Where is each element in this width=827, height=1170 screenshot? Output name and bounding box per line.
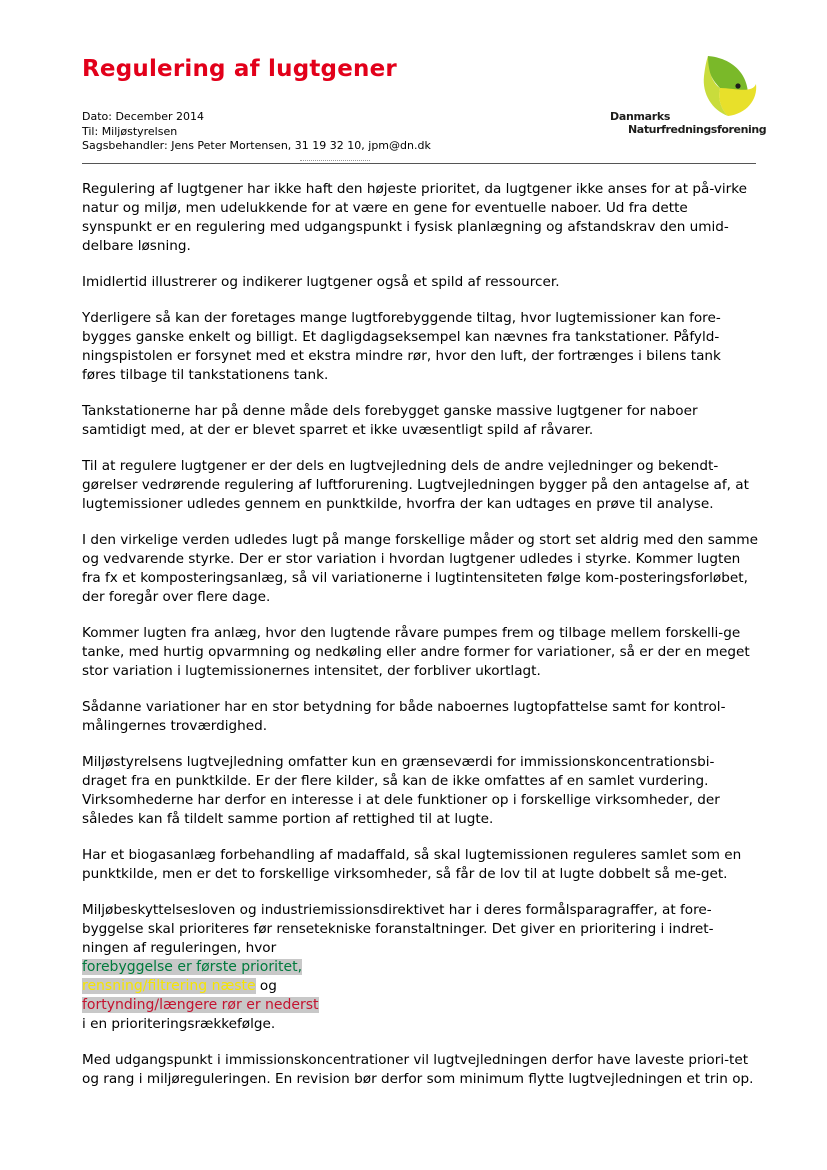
paragraph-9: Miljøstyrelsens lugtvejledning omfatter kun en grænseværdi for immissionskoncentrationsbi-draget fra en punktkilde. Er der flere kilder, så kan de ikke omfattes af en samlet vurdering. Virksomhederne har derfor en interesse i at dele funktioner op i forskellige virksomheder, der således kan få tildelt samme portion af rettighed til at lugte. — [82, 754, 720, 827]
paragraph-8: Sådanne variationer har en stor betydning for både naboernes lugtopfattelse samt for kontrol-målingernes troværdighed. — [82, 699, 726, 734]
paragraph-7: Kommer lugten fra anlæg, hvor den lugtende råvare pumpes frem og tilbage mellem forskelli-ge tanke, med hurtig opvarmning og nedkøling eller andre former for variationer, så er der en meget stor variation i lugtemissionernes intensitet, der forbliver ukortlagt. — [82, 625, 750, 679]
logo-line-1: Danmarks — [610, 110, 671, 123]
paragraph-2: Imidlertid illustrerer og indikerer lugtgener også et spild af ressourcer. — [82, 274, 560, 290]
meta-date: Dato: December 2014 — [82, 110, 204, 123]
paragraph-1: Regulering af lugtgener har ikke haft den højeste prioritet, da lugtgener ikke anses for at på-virke natur og miljø, men udelukkende for at være en gene for eventuelle naboer. Ud fra dette synspunkt er en regulering med udgangspunkt i fysisk planlægning og afstandskrav den umid-delbare løsning. — [82, 181, 748, 254]
meta-case-officer: Sagsbehandler: Jens Peter Mortensen, 31 19 32 10, jpm@dn.dk — [82, 139, 431, 152]
priority-intro: Miljøbeskyttelsesloven og industriemissionsdirektivet har i deres formålsparagraffer, at fore-byggelse skal prioriteres før rensetekniske foranstaltninger. Det giver en prioritering i indret-ningen af reguleringen, hvor — [82, 902, 714, 956]
paragraph-6: I den virkelige verden udledes lugt på mange forskellige måder og stort set aldrig med den samme og vedvarende styrke. Der er stor variation i hvordan lugtgener udledes i styrke. Kommer lugten fra fx et komposteringsanlæg, så vil variationerne i lugtintensiteten følge kom-posteringsforløbet, der foregår over flere dage. — [82, 532, 758, 605]
priority-item-connector: og — [255, 978, 277, 994]
meta-recipient: Til: Miljøstyrelsen — [82, 124, 178, 138]
document-title: Regulering af lugtgener — [82, 56, 397, 82]
paragraph-10: Har et biogasanlæg forbehandling af madaffald, så skal lugtemissionen reguleres samlet som en punktkilde, men er det to forskellige virksomheder, så får de lov til at lugte dobbelt så me-get. — [82, 847, 742, 882]
document-body — [82, 180, 758, 1106]
paragraph-4: Tankstationerne har på denne måde dels forebygget ganske massive lugtgener for naboer samtidigt med, at der er blevet sparret et ikke uvæsentligt spild af råvarer. — [82, 403, 698, 438]
priority-item-prevention: forebyggelse er første prioritet, — [82, 959, 303, 975]
header-dotted-mark — [300, 160, 370, 162]
priority-paragraph — [82, 901, 758, 1034]
header-divider — [82, 163, 756, 164]
priority-item-filtration: rensning/filtrering næste — [82, 978, 256, 994]
priority-outro: i en prioriteringsrækkefølge. — [82, 1016, 276, 1032]
dn-logo — [606, 54, 766, 144]
paragraph-3: Yderligere så kan der foretages mange lugtforebyggende tiltag, hvor lugtemissioner kan fore-bygges ganske enkelt og billigt. Et dagligdagseksempel kan nævnes fra tankstationer. Påfyld-ningspistolen er forsynet med et ekstra mindre rør, hvor den luft, der fortrænges i bilens tank føres tilbage til tankstationens tank. — [82, 310, 721, 383]
paragraph-5: Til at regulere lugtgener er der dels en lugtvejledning dels de andre vejledninger og bekendt-gørelser vedrørende regulering af luftforurening. Lugtvejledningen bygger på den antagelse af, at lugtemissioner udledes gennem en punktkilde, hvorfra der kan udtages en prøve til analyse. — [82, 458, 749, 512]
final-paragraph: Med udgangspunkt i immissionskoncentrationer vil lugtvejledningen derfor have laveste priori-tet og rang i miljøreguleringen. En revision bør derfor som minimum flytte lugtvejledningen et trin op. — [82, 1052, 754, 1087]
logo-line-2: Naturfredningsforening — [628, 123, 767, 136]
priority-item-dilution: fortynding/længere rør er nederst — [82, 997, 319, 1013]
document-meta — [82, 110, 431, 154]
leaf-logo-icon — [702, 54, 760, 118]
